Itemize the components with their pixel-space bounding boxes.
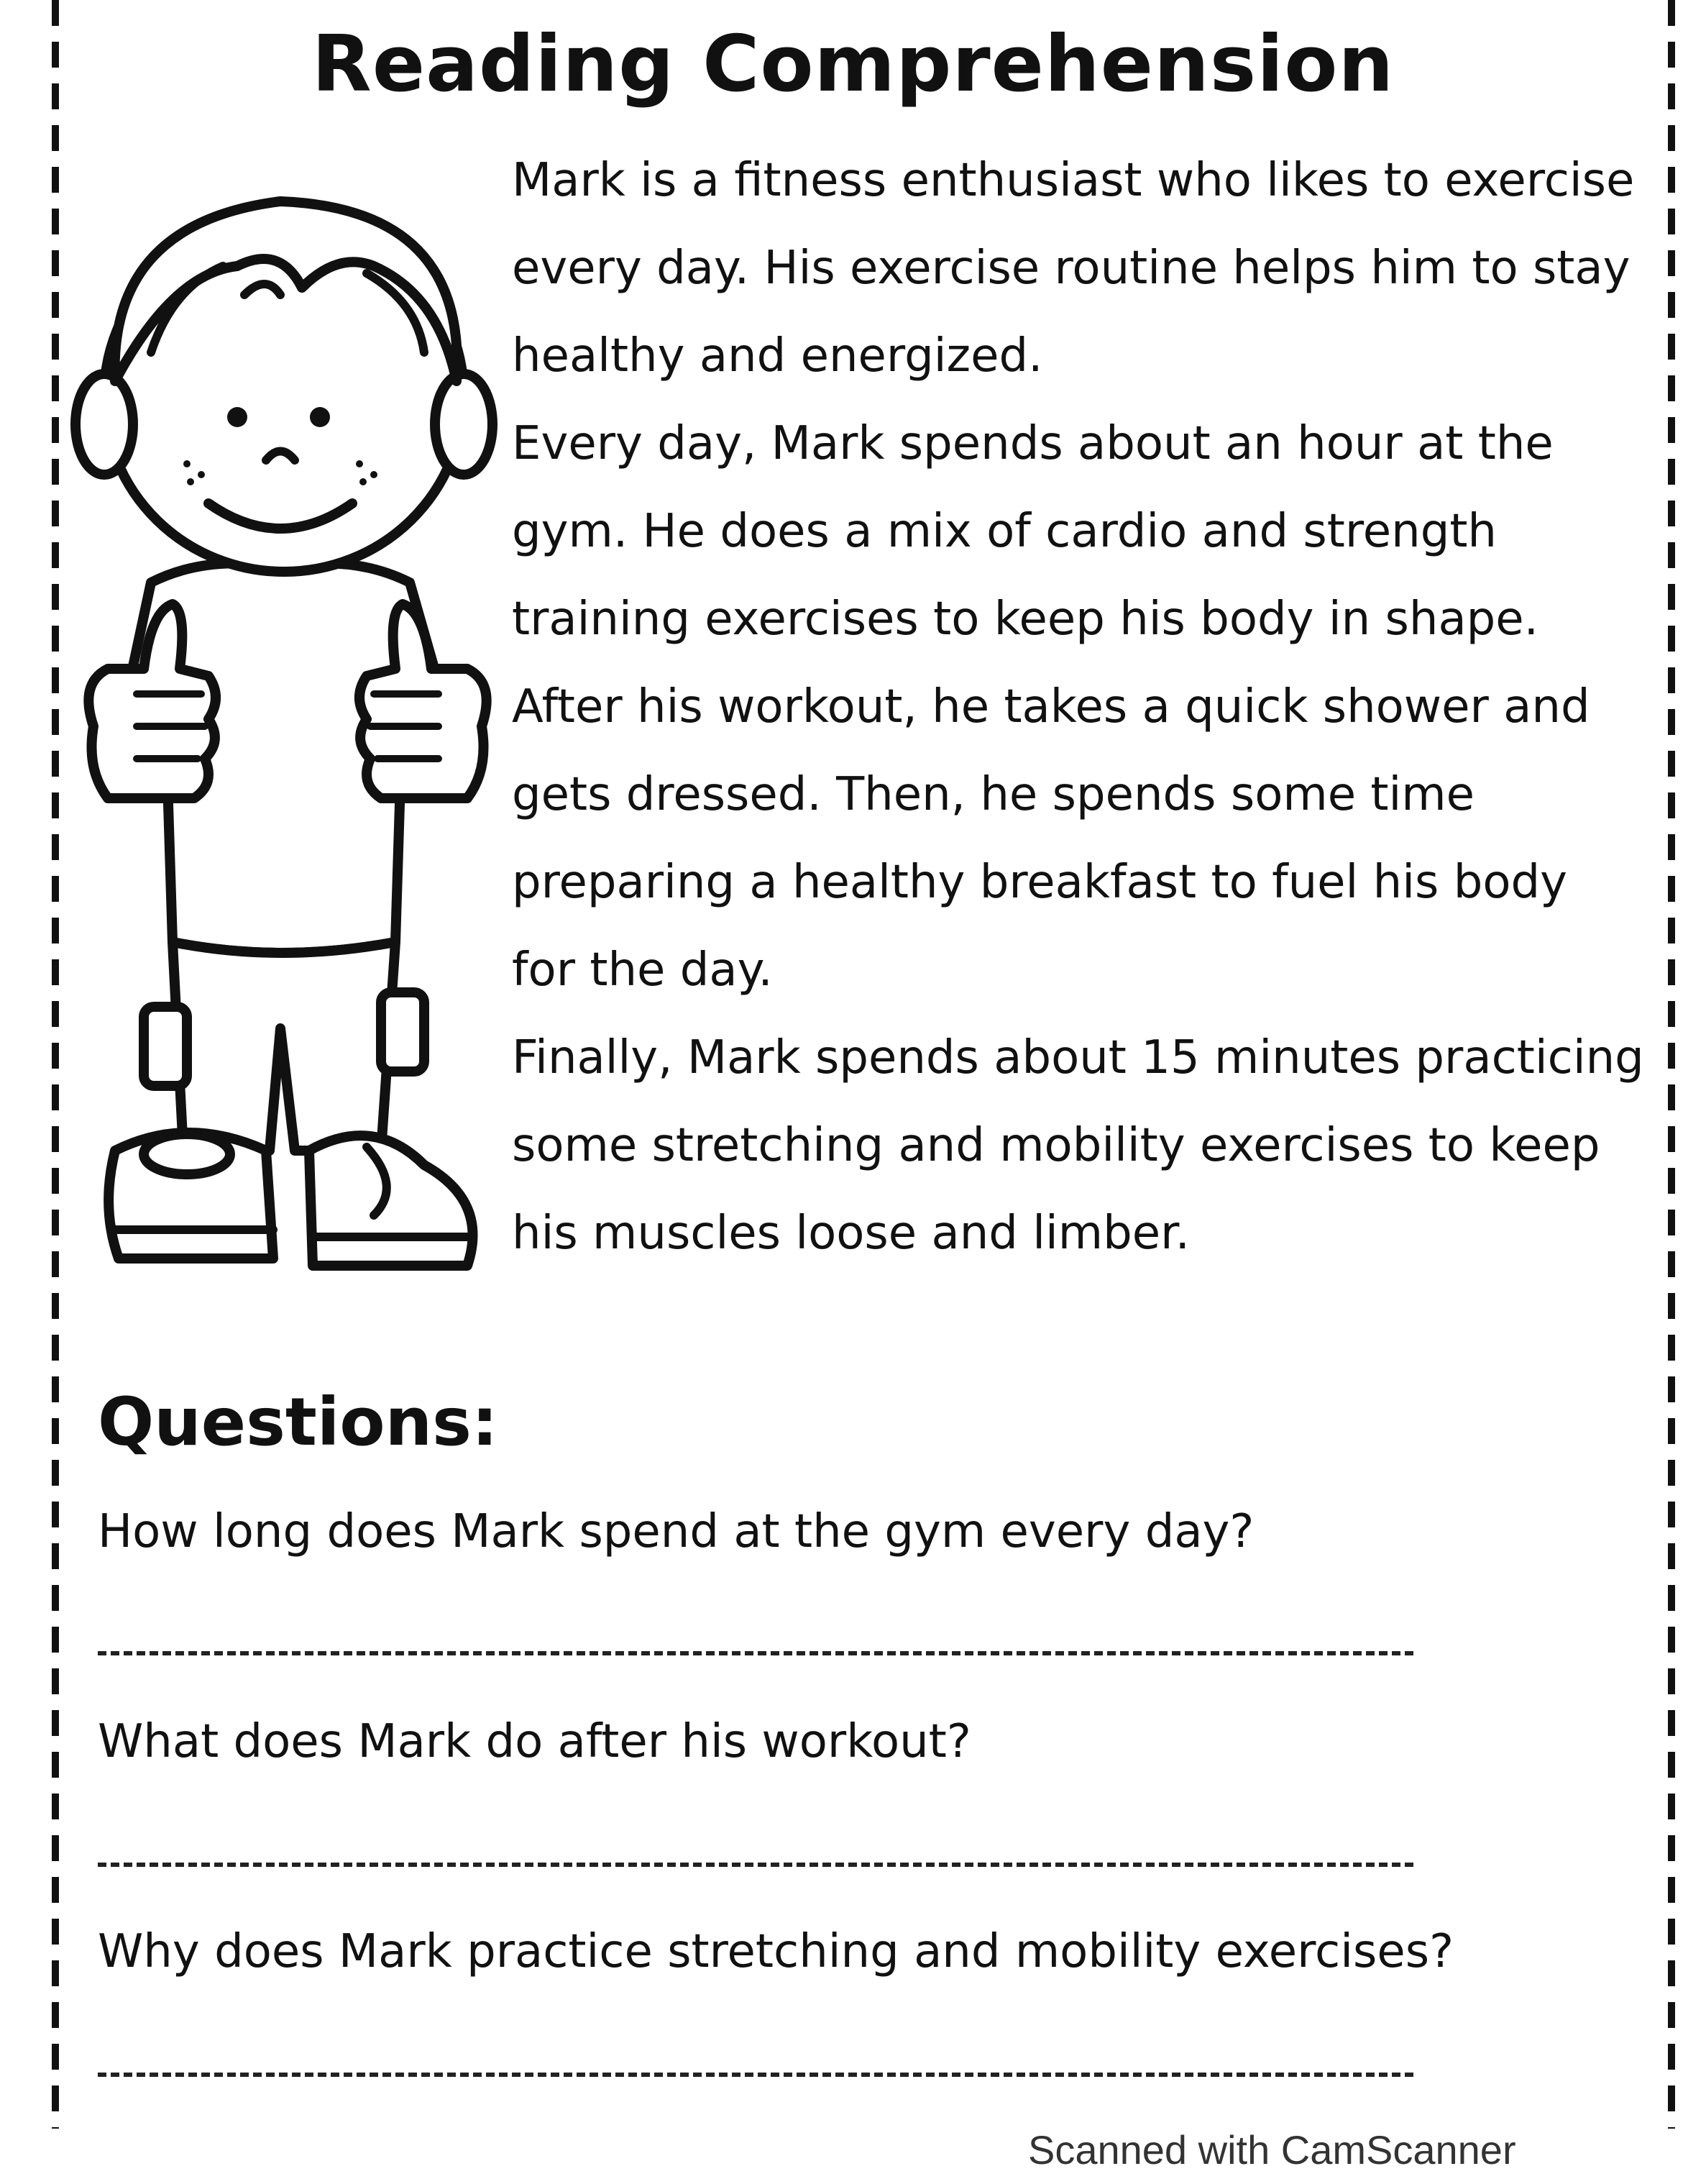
passage-line: gym. He does a mix of cardio and strength (512, 505, 1497, 558)
question-2: What does Mark do after his workout? (98, 1715, 971, 1768)
passage-line: training exercises to keep his body in shape. (512, 593, 1538, 646)
passage-line: his muscles loose and limber. (512, 1207, 1190, 1260)
passage-line: for the day. (512, 943, 773, 997)
questions-heading: Questions: (98, 1384, 498, 1461)
answer-line-2[interactable] (98, 1863, 1413, 1867)
answer-line-1[interactable] (98, 1651, 1413, 1655)
answer-line-3[interactable] (98, 2073, 1413, 2077)
passage-line: Finally, Mark spends about 15 minutes practicing (512, 1031, 1644, 1084)
passage-line: Every day, Mark spends about an hour at the (512, 417, 1554, 470)
boy-thumbs-up-illustration (65, 165, 510, 1294)
passage-line: Mark is a fitness enthusiast who likes to exercise (512, 154, 1635, 207)
scanner-watermark: Scanned with CamScanner (1028, 2127, 1516, 2172)
passage-line: every day. His exercise routine helps him to stay (512, 242, 1631, 295)
dashed-border-left (52, 0, 59, 2129)
question-3: Why does Mark practice stretching and mobility exercises? (98, 1925, 1454, 1978)
passage-line: preparing a healthy breakfast to fuel his body (512, 856, 1567, 909)
page-title: Reading Comprehension (311, 19, 1395, 109)
passage-line: After his workout, he takes a quick shower and (512, 680, 1590, 734)
passage-line: gets dressed. Then, he spends some time (512, 768, 1475, 821)
passage-line: some stretching and mobility exercises to keep (512, 1119, 1600, 1172)
question-1: How long does Mark spend at the gym every day? (98, 1505, 1255, 1558)
passage-line: healthy and energized. (512, 329, 1043, 383)
passage (512, 137, 1677, 1277)
